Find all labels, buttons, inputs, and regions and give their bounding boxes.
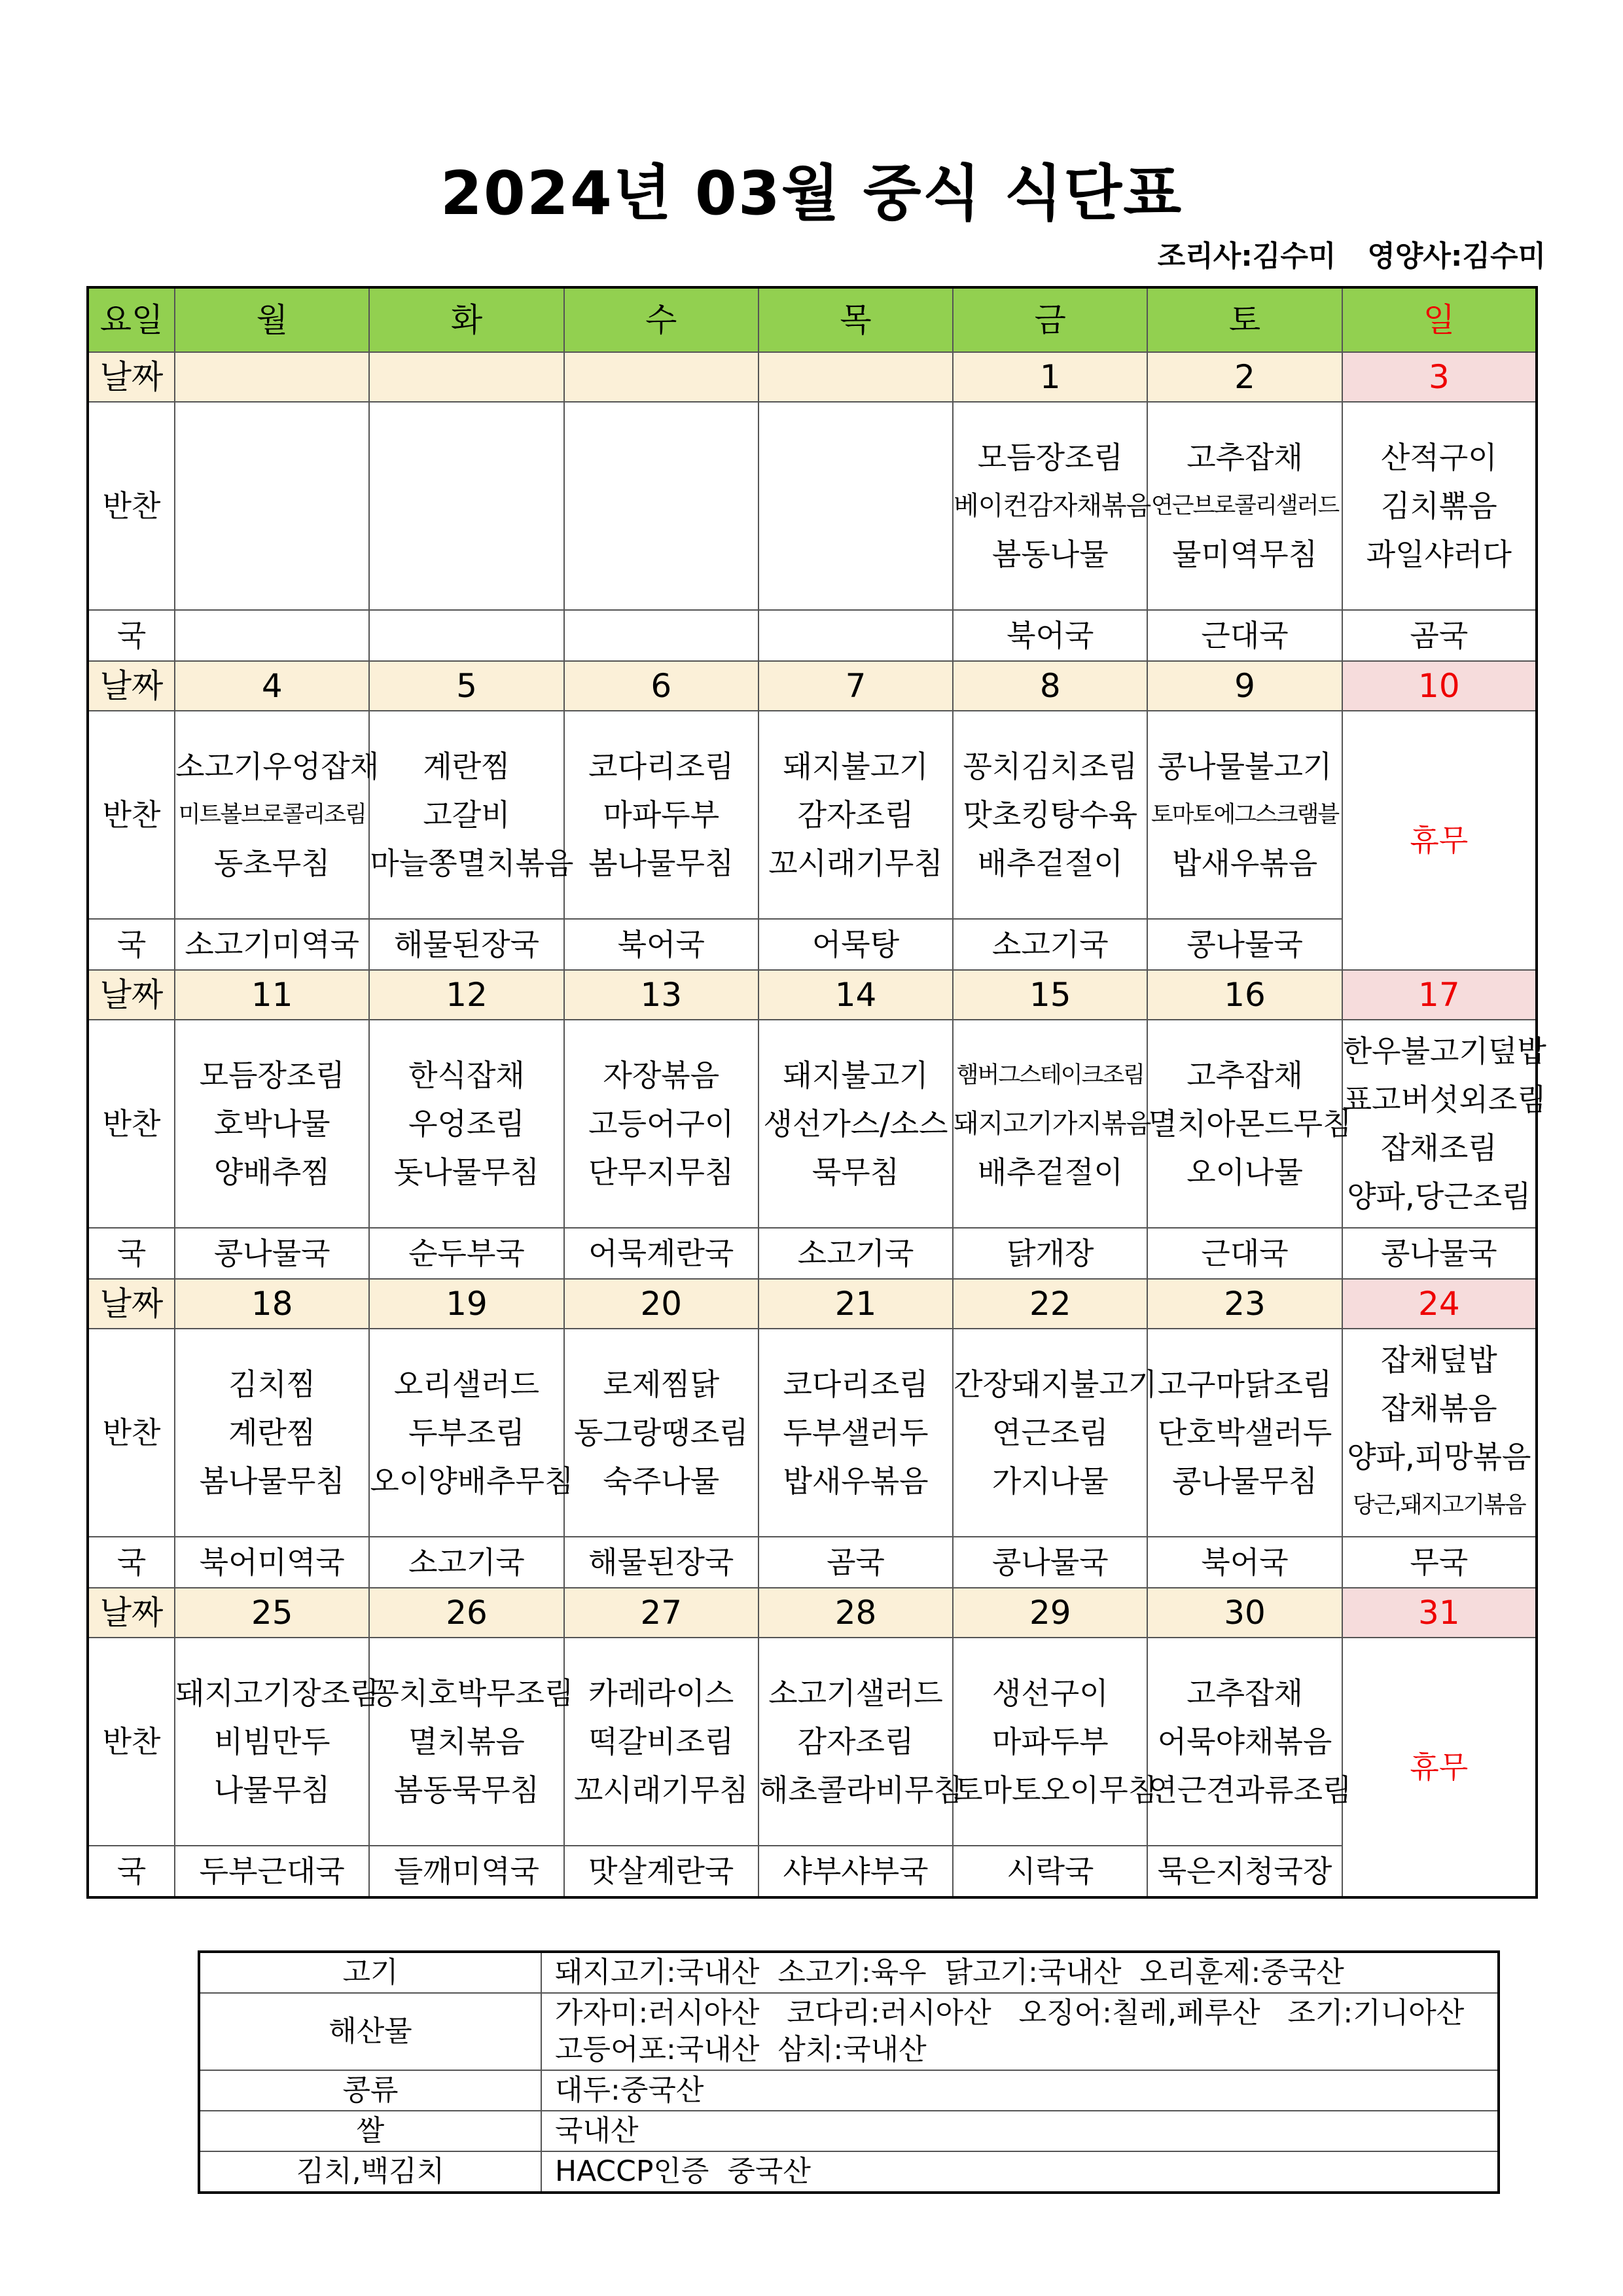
date-cell: 27 <box>564 1588 758 1638</box>
soup-label: 국 <box>88 1228 175 1279</box>
dish-cell <box>758 402 953 610</box>
dish-item: 숙주나물 <box>603 1463 720 1499</box>
date-cell: 31 <box>1342 1588 1537 1638</box>
dish-cell <box>564 402 758 610</box>
dish-item: 김치찜 <box>228 1367 316 1402</box>
soup-label: 국 <box>88 610 175 661</box>
soup-cell: 소고기국 <box>369 1537 563 1588</box>
dish-item: 양배추찜 <box>213 1155 330 1190</box>
origin-line: 돼지고기:국내산 소고기:육우 닭고기:국내산 오리훈제:중국산 <box>555 1956 1344 1989</box>
dish-item: 감자조림 <box>797 797 914 833</box>
soup-cell: 순두부국 <box>369 1228 563 1279</box>
dish-cell <box>758 1638 963 1846</box>
dish-item: 두부샐러두 <box>783 1415 929 1450</box>
staff-info <box>1158 232 1546 274</box>
date-cell: 15 <box>953 970 1147 1020</box>
soup-cell: 북어국 <box>1147 1537 1342 1588</box>
dish-cell <box>369 1329 574 1537</box>
dish-item: 오이나물 <box>1186 1155 1303 1190</box>
dish-cell <box>1147 711 1342 919</box>
soup-cell: 곰국 <box>1342 610 1537 661</box>
date-row <box>88 1279 1537 1329</box>
dish-cell <box>175 1329 369 1537</box>
date-cell: 14 <box>758 970 953 1020</box>
dish-item: 마늘쫑멸치볶음 <box>370 846 574 881</box>
dish-item: 우엉조림 <box>408 1106 525 1141</box>
dish-item: 돼지불고기 <box>783 1058 929 1093</box>
dish-item: 계란찜 <box>228 1415 316 1450</box>
dish-item: 표고버섯외조림 <box>1342 1082 1546 1117</box>
origin-line: 국내산 <box>555 2114 639 2147</box>
dish-row <box>88 1638 1537 1846</box>
dish-cell <box>758 1329 953 1537</box>
origin-value <box>541 1952 1499 1993</box>
origin-item: 해산물 <box>199 1993 541 2070</box>
dish-cell <box>758 711 953 919</box>
soup-cell: 콩나물국 <box>953 1537 1147 1588</box>
dish-item: 물미역무침 <box>1171 537 1318 572</box>
soup-label: 국 <box>88 1537 175 1588</box>
page-title: 2024년 03월 중식 식단표 <box>440 158 1183 228</box>
dish-cell <box>1147 1329 1342 1537</box>
soup-cell: 콩나물국 <box>1342 1228 1537 1279</box>
soup-cell: 어묵탕 <box>758 919 953 970</box>
origin-table <box>198 1950 1500 2194</box>
dish-item: 연근견과류조림 <box>1148 1772 1352 1808</box>
date-cell: 18 <box>175 1279 369 1329</box>
dish-label: 반찬 <box>88 1638 175 1846</box>
soup-label: 국 <box>88 919 175 970</box>
soup-cell: 콩나물국 <box>1147 919 1342 970</box>
date-cell: 25 <box>175 1588 369 1638</box>
dish-item: 한우불고기덮밥 <box>1342 1033 1546 1069</box>
dish-cell <box>175 711 380 919</box>
dish-item: 비빔만두 <box>213 1724 330 1759</box>
dish-cell <box>564 711 758 919</box>
origin-row <box>199 1993 1499 2070</box>
dish-item: 감자조림 <box>797 1724 914 1759</box>
dish-cell <box>1147 402 1342 610</box>
dish-item: 미트볼브로콜리조림 <box>178 802 366 828</box>
date-cell: 28 <box>758 1588 953 1638</box>
origin-item: 콩류 <box>199 2070 541 2111</box>
origin-item: 김치,백김치 <box>199 2151 541 2193</box>
dish-item: 계란찜 <box>423 749 510 784</box>
soup-cell <box>369 610 563 661</box>
dish-cell <box>564 1329 758 1537</box>
dish-cell <box>1342 1329 1537 1537</box>
origin-item: 쌀 <box>199 2111 541 2151</box>
date-row <box>88 661 1537 711</box>
dish-item: 맛초킹탕수육 <box>963 797 1138 833</box>
holiday-cell: 휴무 <box>1342 1638 1537 1897</box>
soup-cell: 맛살계란국 <box>564 1846 758 1897</box>
dish-item: 마파두부 <box>603 797 720 833</box>
date-cell: 22 <box>953 1279 1147 1329</box>
dish-cell <box>369 1638 574 1846</box>
dish-item: 소고기샐러드 <box>768 1676 943 1711</box>
soup-cell: 무국 <box>1342 1537 1537 1588</box>
soup-cell: 시락국 <box>953 1846 1147 1897</box>
dish-item: 과일샤러다 <box>1366 537 1512 572</box>
dish-cell <box>369 711 574 919</box>
dish-item: 꼬시래기무침 <box>573 1772 749 1808</box>
origin-line: HACCP인증 중국산 <box>555 2155 811 2188</box>
soup-cell: 샤부샤부국 <box>758 1846 953 1897</box>
date-cell: 3 <box>1342 352 1537 402</box>
cook-name: 조리사:김수미 <box>1157 240 1336 273</box>
dish-cell <box>1342 402 1537 610</box>
dish-item: 햄버그스테이크조림 <box>956 1062 1144 1088</box>
nutritionist-name: 영양사:김수미 <box>1367 240 1546 273</box>
soup-cell: 소고기국 <box>953 919 1147 970</box>
date-cell: 19 <box>369 1279 563 1329</box>
dish-item: 연근브로콜리샐러드 <box>1150 493 1339 519</box>
soup-row <box>88 1846 1537 1897</box>
dish-item: 잡채볶음 <box>1380 1391 1497 1426</box>
dish-label: 반찬 <box>88 711 175 919</box>
dish-item: 봄동묵무침 <box>393 1772 540 1808</box>
dish-row <box>88 711 1537 919</box>
dish-item: 밥새우볶음 <box>1171 846 1318 881</box>
dish-cell <box>758 1020 953 1228</box>
dish-label: 반찬 <box>88 1020 175 1228</box>
menu-table <box>86 286 1546 1899</box>
dish-item: 양파,당근조림 <box>1347 1179 1531 1214</box>
dish-item: 고추잡채 <box>1186 1058 1303 1093</box>
dish-item: 당근,돼지고기볶음 <box>1353 1492 1525 1518</box>
dish-item: 양파,피망볶음 <box>1347 1439 1531 1475</box>
dish-cell <box>953 711 1147 919</box>
dish-row <box>88 1020 1537 1228</box>
dish-item: 꽁치김치조림 <box>963 749 1138 784</box>
weekday-0: 월 <box>175 287 369 352</box>
dish-item: 어묵야채볶음 <box>1157 1724 1332 1759</box>
date-cell: 20 <box>564 1279 758 1329</box>
dish-item: 베이컨감자채볶음 <box>954 491 1151 521</box>
dish-item: 멸치볶음 <box>408 1724 525 1759</box>
dish-item: 호박나물 <box>213 1106 330 1141</box>
soup-cell: 어묵계란국 <box>564 1228 758 1279</box>
weekday-header-row <box>88 287 1537 352</box>
dish-cell <box>175 1020 369 1228</box>
origin-line: 가자미:러시아산 코다리:러시아산 오징어:칠레,페루산 조기:기니아산 <box>555 1996 1465 2030</box>
date-cell: 17 <box>1342 970 1537 1020</box>
soup-row <box>88 1537 1537 1588</box>
date-label: 날짜 <box>88 661 175 711</box>
dish-item: 고추잡채 <box>1186 440 1303 475</box>
date-label: 날짜 <box>88 352 175 402</box>
date-cell: 7 <box>758 661 953 711</box>
dish-item: 봄나물무침 <box>588 846 734 881</box>
soup-cell: 소고기미역국 <box>175 919 369 970</box>
date-cell: 30 <box>1147 1588 1342 1638</box>
origin-value <box>541 2111 1499 2151</box>
dish-cell <box>369 1020 563 1228</box>
dish-cell <box>369 402 563 610</box>
soup-cell: 근대국 <box>1147 1228 1342 1279</box>
dish-item: 나물무침 <box>213 1772 330 1808</box>
soup-cell: 해물된장국 <box>369 919 563 970</box>
dish-item: 고추잡채 <box>1186 1676 1303 1711</box>
soup-cell: 소고기국 <box>758 1228 953 1279</box>
date-cell: 5 <box>369 661 563 711</box>
dish-cell <box>1342 1020 1546 1228</box>
weekday-6: 일 <box>1342 287 1537 352</box>
dish-cell <box>953 1329 1158 1537</box>
dish-cell <box>1147 1020 1352 1228</box>
dish-item: 꼬시래기무침 <box>768 846 943 881</box>
dish-item: 단무지무침 <box>588 1155 734 1190</box>
date-row <box>88 970 1537 1020</box>
dish-item: 고등어구이 <box>588 1106 734 1141</box>
date-label: 날짜 <box>88 1279 175 1329</box>
dish-item: 오이양배추무침 <box>370 1463 574 1499</box>
dish-cell <box>953 1638 1158 1846</box>
origin-value <box>541 2070 1499 2111</box>
origin-line: 대두:중국산 <box>555 2073 704 2107</box>
dish-item: 잡채덮밥 <box>1380 1342 1497 1378</box>
holiday-cell: 휴무 <box>1342 711 1537 970</box>
dish-item: 고구마닭조림 <box>1157 1367 1332 1402</box>
soup-cell: 곰국 <box>758 1537 953 1588</box>
soup-cell <box>564 610 758 661</box>
date-cell: 8 <box>953 661 1147 711</box>
soup-cell: 해물된장국 <box>564 1537 758 1588</box>
weekday-3: 목 <box>758 287 953 352</box>
dish-item: 토마토에그스크램블 <box>1150 802 1339 828</box>
dish-item: 배추겉절이 <box>977 1155 1123 1190</box>
date-cell: 1 <box>953 352 1147 402</box>
dish-cell <box>953 1020 1151 1228</box>
dish-item: 봄나물무침 <box>199 1463 345 1499</box>
dish-item: 돼지고기가지볶음 <box>954 1109 1151 1139</box>
soup-label: 국 <box>88 1846 175 1897</box>
date-cell: 21 <box>758 1279 953 1329</box>
date-cell: 9 <box>1147 661 1342 711</box>
date-cell: 12 <box>369 970 563 1020</box>
dish-cell <box>1147 1638 1352 1846</box>
dish-item: 동초무침 <box>213 846 330 881</box>
soup-cell: 묵은지청국장 <box>1147 1846 1342 1897</box>
soup-cell: 근대국 <box>1147 610 1342 661</box>
weekday-5: 토 <box>1147 287 1342 352</box>
dish-item: 배추겉절이 <box>977 846 1123 881</box>
date-cell <box>564 352 758 402</box>
date-row <box>88 1588 1537 1638</box>
origin-row <box>199 2151 1499 2193</box>
soup-row <box>88 919 1537 970</box>
dish-row <box>88 1329 1537 1537</box>
weekday-1: 화 <box>369 287 563 352</box>
dish-item: 연근조림 <box>991 1415 1109 1450</box>
origin-item: 고기 <box>199 1952 541 1993</box>
dish-item: 고갈비 <box>423 797 510 833</box>
date-cell <box>175 352 369 402</box>
date-cell: 16 <box>1147 970 1342 1020</box>
dish-item: 돼지불고기 <box>783 749 929 784</box>
date-cell: 26 <box>369 1588 563 1638</box>
dish-item: 꽁치호박무조림 <box>370 1676 574 1711</box>
origin-line: 고등어포:국내산 삼치:국내산 <box>555 2033 927 2066</box>
dish-item: 간장돼지불고기 <box>954 1367 1158 1402</box>
soup-row <box>88 1228 1537 1279</box>
dish-item: 코다리조림 <box>588 749 734 784</box>
soup-cell: 북어국 <box>953 610 1147 661</box>
dish-item: 카레라이스 <box>588 1676 734 1711</box>
dish-item: 단호박샐러두 <box>1157 1415 1332 1450</box>
dish-item: 산적구이 <box>1380 440 1497 475</box>
dish-item: 로제찜닭 <box>603 1367 720 1402</box>
weekday-4: 금 <box>953 287 1147 352</box>
dish-cell <box>175 402 369 610</box>
origin-row <box>199 2111 1499 2151</box>
soup-cell: 콩나물국 <box>175 1228 369 1279</box>
soup-cell: 두부근대국 <box>175 1846 369 1897</box>
date-cell: 6 <box>564 661 758 711</box>
dish-item: 잡채조림 <box>1380 1130 1497 1166</box>
soup-cell <box>175 610 369 661</box>
dish-cell <box>564 1020 758 1228</box>
origin-row <box>199 1952 1499 1993</box>
dish-label: 반찬 <box>88 1329 175 1537</box>
dish-cell <box>564 1638 758 1846</box>
dish-item: 콩나물무침 <box>1171 1463 1318 1499</box>
soup-cell: 북어국 <box>564 919 758 970</box>
dish-item: 오리샐러드 <box>393 1367 540 1402</box>
soup-cell <box>758 610 953 661</box>
date-cell <box>369 352 563 402</box>
dish-item: 모듬장조림 <box>199 1058 345 1093</box>
date-label: 날짜 <box>88 970 175 1020</box>
dish-item: 생선가스/소스 <box>763 1106 948 1141</box>
dish-item: 모듬장조림 <box>977 440 1123 475</box>
dish-item: 가지나물 <box>991 1463 1109 1499</box>
date-cell: 23 <box>1147 1279 1342 1329</box>
dish-cell <box>175 1638 380 1846</box>
dish-item: 두부조림 <box>408 1415 525 1450</box>
dish-item: 자장볶음 <box>603 1058 720 1093</box>
dish-item: 콩나물불고기 <box>1157 749 1332 784</box>
dish-item: 소고기우엉잡채 <box>175 749 380 784</box>
dish-label: 반찬 <box>88 402 175 610</box>
weekday-2: 수 <box>564 287 758 352</box>
dish-item: 마파두부 <box>991 1724 1109 1759</box>
dish-item: 멸치아몬드무침 <box>1148 1106 1352 1141</box>
dish-cell <box>953 402 1151 610</box>
dish-item: 생선구이 <box>991 1676 1109 1711</box>
date-cell: 24 <box>1342 1279 1537 1329</box>
date-label: 날짜 <box>88 1588 175 1638</box>
origin-value <box>541 1993 1499 2070</box>
dish-item: 토마토오이무침 <box>954 1772 1158 1808</box>
soup-cell: 들깨미역국 <box>369 1846 563 1897</box>
origin-row <box>199 2070 1499 2111</box>
weekday-label: 요일 <box>88 287 175 352</box>
dish-item: 동그랑땡조림 <box>573 1415 749 1450</box>
date-cell: 11 <box>175 970 369 1020</box>
dish-row <box>88 402 1537 610</box>
date-cell: 10 <box>1342 661 1537 711</box>
date-cell: 29 <box>953 1588 1147 1638</box>
date-cell <box>758 352 953 402</box>
dish-item: 밥새우볶음 <box>783 1463 929 1499</box>
dish-item: 해초콜라비무침 <box>758 1772 963 1808</box>
dish-item: 돼지고기장조림 <box>175 1676 380 1711</box>
soup-cell: 북어미역국 <box>175 1537 369 1588</box>
dish-item: 김치뽂음 <box>1380 488 1497 524</box>
soup-row <box>88 610 1537 661</box>
dish-item: 묵무침 <box>812 1155 900 1190</box>
origin-value <box>541 2151 1499 2193</box>
date-row <box>88 352 1537 402</box>
date-cell: 13 <box>564 970 758 1020</box>
dish-item: 한식잡채 <box>408 1058 525 1093</box>
dish-item: 떡갈비조림 <box>588 1724 734 1759</box>
dish-item: 돗나물무침 <box>393 1155 540 1190</box>
dish-item: 코다리조림 <box>783 1367 929 1402</box>
date-cell: 2 <box>1147 352 1342 402</box>
date-cell: 4 <box>175 661 369 711</box>
dish-item: 봄동나물 <box>991 537 1109 572</box>
soup-cell: 닭개장 <box>953 1228 1147 1279</box>
